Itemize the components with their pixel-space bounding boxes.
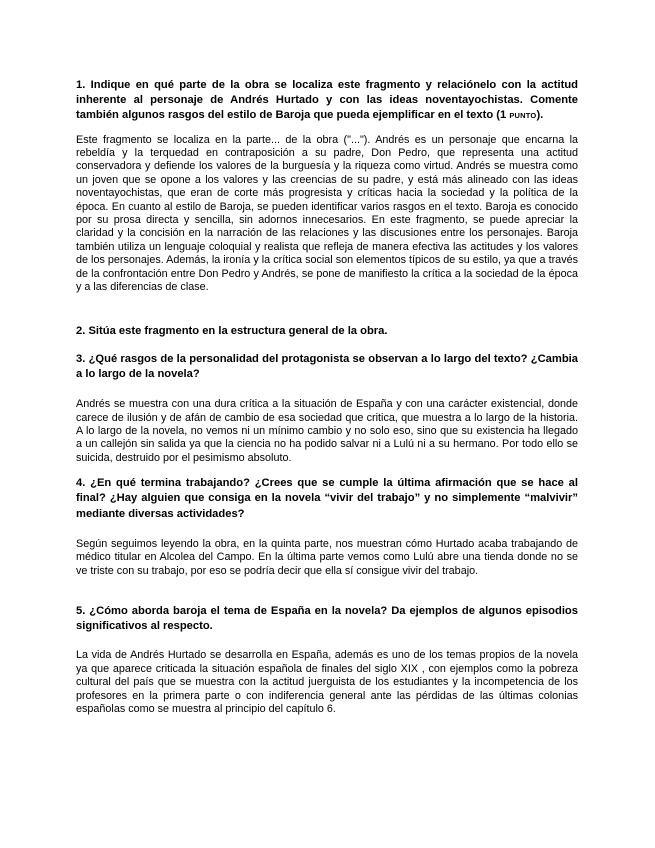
question-1 [76,78,578,124]
answer-5: La vida de Andrés Hurtado se desarrolla en España, además es uno de los temas propios de la novela ya que aparece criticada la situación española de finales del siglo XIX , con ejemplos como la pobreza cultural del país que se muestra con la actitud juerguista de los estudiantes y la incompetencia de los profesores en la primera parte o con indiferencia general ante las pérdidas de las últimas colonias españolas como se muestra al principio del capítulo 6. [76,649,578,715]
answer-4: Según seguimos leyendo la obra, en la quinta parte, nos muestran cómo Hurtado acaba trabajando de médico titular en Alcolea del Campo. En la última parte vemos como Lulú abre una tienda donde no se ve triste con su trabajo, por eso se podría decir que ella sí consigue vivir del trabajo. [76,537,578,577]
question-1-closing: ). [536,109,544,122]
answer-3: Andrés se muestra con una dura crítica a la situación de España y con una carácter existencial, donde carece de ilusión y de afán de cambio de esa sociedad que critica, que muestra a lo largo de la historia. A lo largo de la novela, no vemos ni un mínimo cambio y no solo eso, sino que su existencia ha llegado a un callejón sin salida ya que la ciencia no ha podido salvar ni a Lulú ni a su hermano. Por todo ello se suicida, destruido por el pesimismo absoluto. [76,398,578,464]
question-2: 2. Sitúa este fragmento en la estructura general de la obra. [76,325,388,338]
document-page [76,78,578,716]
question-3: 3. ¿Qué rasgos de la personalidad del protagonista se observan a lo largo del texto? ¿Cambia a lo largo de la novela? [76,352,578,380]
question-1-text: 1. Indique en qué parte de la obra se localiza este fragmento y relaciónelo con la actitud inherente al personaje de Andrés Hurtado y con las ideas noventayochistas. Comente también algunos rasgos del estilo de Baroja que pueda ejemplificar en el texto (1 [76,79,578,122]
question-4: 4. ¿En qué termina trabajando? ¿Crees que se cumple la última afirmación que se hace al final? ¿Hay alguien que consiga en la novela “vivir del trabajo” y no simplemente “malvivir” mediante diversas actividades? [76,477,578,520]
answer-1: Este fragmento se localiza en la parte... de la obra ("..."). Andrés es un personaje que encarna la rebeldía y la terquedad en contraposición a su padre, Don Pedro, que representa una actitud conservadora y defiende los valores de la burguesía y la riqueza como virtud. Andrés se muestra como un joven que se opone a los valores y las creencias de su padre, y está más alineado con las ideas noventayochistas, que eran de corte más progresista y críticas hacia la sociedad y la política de la época. En cuanto al estilo de Baroja, se pueden identificar varios rasgos en el texto. Baroja es conocido por su prosa directa y sencilla, sin adornos innecesarios. En este fragmento, se puede apreciar la claridad y la concisión en la narración de las relaciones y las discusiones entre los personajes. Baroja también utiliza un lenguaje coloquial y realista que refleja de manera efectiva las actitudes y los valores de los personajes. Además, la ironía y la crítica social son elementos típicos de su estilo, ya que a través de la confrontación entre Don Pedro y Andrés, se pone de manifiesto la crítica a la sociedad de la época y a las diferencias de clase. [76,133,578,294]
points-label: PUNTO [509,111,537,121]
question-5: 5. ¿Cómo aborda baroja el tema de España en la novela? Da ejemplos de algunos episodios significativos al respecto. [76,604,578,633]
